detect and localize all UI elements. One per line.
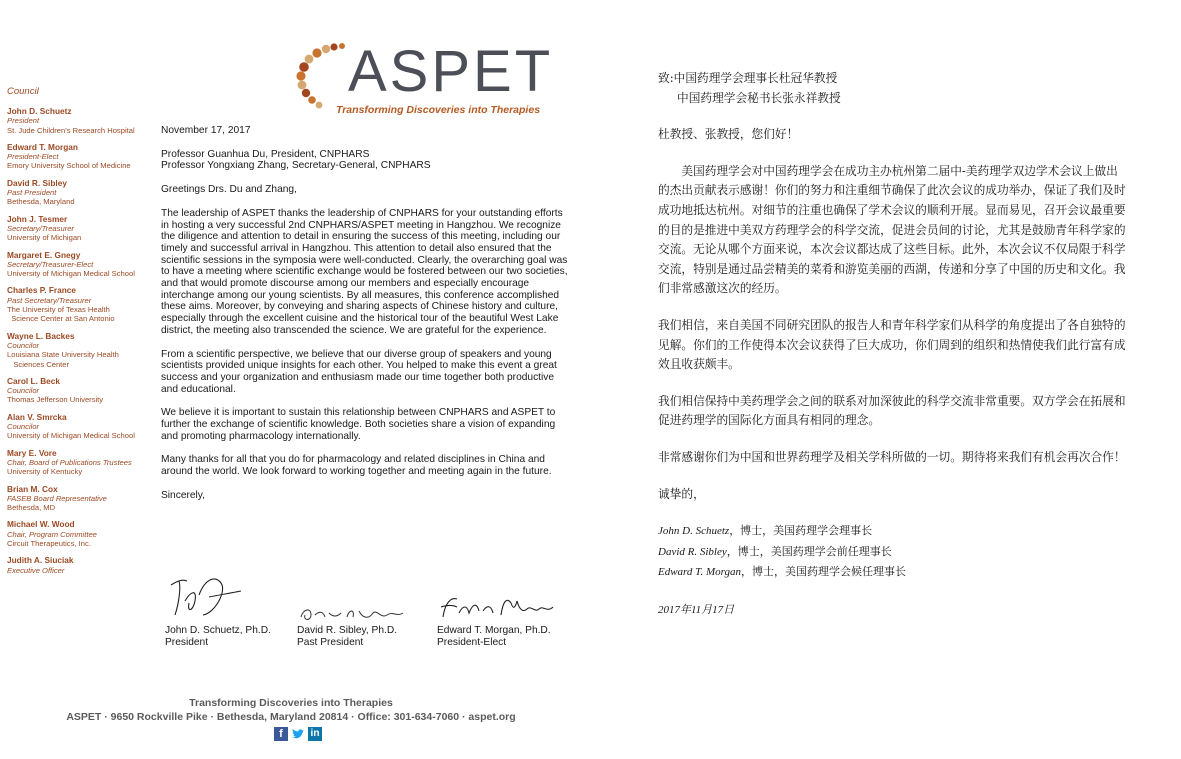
cn-paragraph: 我们相信，来自美国不同研究团队的报告人和青年科学家们从科学的角度提出了各自独特的见解。你们的工作使得本次会议获得了巨大成功，你们周到的组织和热情使我们此行富有成效且收获颇丰。 [658, 317, 1126, 372]
council-member [7, 143, 157, 171]
member-role: FASEB Board Representative [7, 493, 107, 503]
footer-address: ASPET · 9650 Rockville Pike · Bethesda, Maryland 20814 · Office: 301-634-7060 · aspet.org [66, 711, 516, 723]
council-member [7, 556, 157, 575]
signatory-morgan [437, 593, 557, 648]
english-letter [161, 125, 571, 514]
council-heading: Council [7, 86, 39, 97]
handwritten-signature [297, 603, 407, 625]
cn-addressee-line: 中国药理学会秘书长张永祥教授 [677, 90, 841, 105]
member-affiliation: University of Kentucky [7, 467, 83, 477]
letter-recipients [161, 149, 571, 172]
member-name: Charles P. France [7, 285, 77, 296]
chinese-letter [658, 69, 1128, 637]
recipient-line: Professor Yongxiang Zhang, Secretary-General, CNPHARS [161, 160, 431, 172]
council-member [7, 107, 157, 135]
council-member [7, 215, 157, 243]
cn-signatories [658, 521, 1128, 583]
letter-paragraph: From a scientific perspective, we believe that our diverse group of speakers and young scientists provided unique insights for each other. You helped to make this event a great success and your organization and enthusiasm made our time together both productive and educational. [161, 348, 557, 395]
social-links [0, 727, 582, 741]
recipient-line: Professor Guanhua Du, President, CNPHARS [161, 148, 370, 160]
council-member [7, 413, 157, 441]
cn-signatory-line: Edward T. Morgan，博士，美国药理学会候任理事长 [658, 565, 907, 579]
member-role: President [7, 116, 40, 126]
council-member [7, 377, 157, 405]
logo-tagline: Transforming Discoveries into Therapies [336, 104, 541, 116]
member-affiliation: Thomas Jefferson University [7, 395, 104, 405]
member-role: Secretary/Treasurer [7, 223, 74, 233]
member-affiliation: St. Jude Children's Research Hospital [7, 125, 135, 135]
cn-addressees [658, 69, 1128, 108]
cn-paragraph: 我们相信保持中美药理学会之间的联系对加深彼此的科学交流非常重要。双方学会在拓展和促进药理学的国际化方面具有相同的理念。 [658, 393, 1126, 428]
signature-block [160, 573, 580, 663]
member-affiliation: University of Michigan [7, 233, 82, 243]
member-role: Past Secretary/Treasurer [7, 295, 92, 305]
handwritten-signature [165, 573, 245, 625]
cn-greeting: 杜教授、张教授，您们好！ [658, 127, 799, 142]
logo-wordmark: ASPET [348, 39, 554, 104]
member-name: David R. Sibley [7, 177, 67, 188]
letter-date: November 17, 2017 [161, 125, 251, 136]
member-name: John J. Tesmer [7, 213, 68, 224]
member-affiliation: Bethesda, MD [7, 503, 56, 513]
cn-date: 2017年11月17日 [658, 603, 735, 616]
linkedin-icon[interactable]: in [308, 727, 322, 741]
member-affiliation: University of Michigan Medical School [7, 431, 135, 441]
council-member [7, 332, 157, 369]
member-name: Judith A. Siuciak [7, 555, 74, 566]
member-name: Michael W. Wood [7, 519, 75, 530]
council-member [7, 251, 157, 279]
council-member [7, 449, 157, 477]
council-member [7, 179, 157, 207]
council-member [7, 485, 157, 513]
member-role: President-Elect [7, 152, 59, 162]
letter-paragraph: The leadership of ASPET thanks the leadership of CNPHARS for your outstanding efforts in hosting a very successful 2nd CNPHARS/ASPET meeting in Hangzhou. We recognize the diligence and attention to detail in ensuring the success of this meeting, including our timely and successful arrival in Hangzhou. This attention to detail also ensured that the scientific sessions in the symposia were well-conducted. Clearly, the overarching goal was to have a meeting where scientific exchange would be fostered between our two societies, and that would promote discourse among our members and especially encourage interchange among our young scientists. By all measures, this conference accomplished these aims. Moreover, by conveying and sharing aspects of Chinese history and culture, especially through the excellent cuisine and the historical tour of the beautiful West Lake district, the meeting also transcended the science. We are grateful for the experience. [161, 207, 568, 336]
member-role: Councilor [7, 386, 40, 396]
signatory-title: Past President [297, 636, 364, 648]
signatory-name: John D. Schuetz, Ph.D. [165, 625, 271, 636]
handwritten-signature [437, 593, 557, 625]
member-affiliation: Bethesda, Maryland [7, 197, 75, 207]
member-role: Chair, Board of Publications Trustees [7, 457, 132, 467]
member-name: John D. Schuetz [7, 106, 72, 116]
council-sidebar [7, 86, 157, 583]
signatory-title: President-Elect [437, 636, 507, 648]
member-role: Executive Officer [7, 565, 65, 575]
member-affiliation: Circuit Therapeutics, Inc. [7, 538, 91, 548]
facebook-icon[interactable]: f [274, 727, 288, 741]
member-name: Carol L. Beck [7, 375, 61, 386]
cn-signatory-line: David R. Sibley，博士，美国药理学会前任理事长 [658, 544, 892, 558]
member-affiliation: Louisiana State University Health Sciences Center [7, 350, 119, 369]
cn-addressee-line: 致:中国药理学会理事长杜冠华教授 [658, 71, 838, 85]
member-role: Past President [7, 188, 57, 198]
signatory-name: Edward T. Morgan, Ph.D. [437, 625, 551, 636]
member-name: Wayne L. Backes [7, 330, 75, 341]
aspet-logo [296, 38, 556, 122]
letter-closing: Sincerely, [161, 489, 205, 501]
member-affiliation: University of Michigan Medical School [7, 269, 135, 279]
member-name: Brian M. Cox [7, 483, 58, 494]
letter-paragraph: We believe it is important to sustain this relationship between CNPHARS and ASPET to further the exchange of scientific knowledge. Both societies share a vision of expanding and promoting pharmacology internationally. [161, 407, 556, 442]
member-role: Chair, Program Committee [7, 529, 97, 539]
signatory-name: David R. Sibley, Ph.D. [297, 625, 398, 636]
cn-signatory-line: John D. Schuetz，博士，美国药理学会理事长 [658, 524, 873, 538]
member-name: Edward T. Morgan [7, 141, 78, 152]
cn-closing: 诚挚的， [658, 486, 705, 501]
signatory-sibley [297, 603, 407, 648]
signatory-title: President [165, 636, 209, 648]
member-role: Secretary/Treasurer-Elect [7, 259, 94, 269]
member-affiliation: The University of Texas Health Science Center at San Antonio [7, 305, 115, 324]
letter-greeting: Greetings Drs. Du and Zhang, [161, 184, 297, 196]
member-affiliation: Emory University School of Medicine [7, 161, 131, 171]
member-name: Margaret E. Gnegy [7, 249, 81, 260]
cn-paragraph: 美国药理学会对中国药理学会在成功主办杭州第二届中-美药理学双边学术会议上做出的杰出贡献表示感谢！你们的努力和注重细节确保了此次会议的成功举办，保证了我们及时成功地抵达杭州。对细节的注重也确保了学术会议的顺利开展。显而易见，召开会议最重要的目的是推进中美双方药理学会的科学交流，促进会员间的讨论，尤其是鼓励青年科学家的交流。无论从哪个方面来说，本次会议都达成了这些目标。此外，本次会议不仅局限于科学交流，特别是通过品尝精美的菜肴和游览美丽的西湖，传递和分享了中国的历史和文化。我们非常感激这次的经历。 [658, 163, 1126, 296]
council-member [7, 286, 157, 323]
letterhead-footer [0, 697, 582, 741]
member-name: Mary E. Vore [7, 447, 57, 458]
council-member [7, 520, 157, 548]
member-name: Alan V. Smrcka [7, 411, 67, 422]
member-role: Councilor [7, 422, 40, 432]
council-member-list [7, 107, 157, 575]
signatory-schuetz [165, 573, 271, 648]
letter-paragraph: Many thanks for all that you do for pharmacology and related disciplines in China and around the world. We look forward to working together and meeting again in the future. [161, 454, 552, 478]
twitter-icon[interactable] [291, 727, 305, 741]
member-role: Councilor [7, 340, 40, 350]
footer-tagline: Transforming Discoveries into Therapies [189, 697, 393, 709]
cn-paragraph: 非常感谢你们为中国和世界药理学及相关学科所做的一切。期待将来我们有机会再次合作！ [658, 449, 1126, 464]
